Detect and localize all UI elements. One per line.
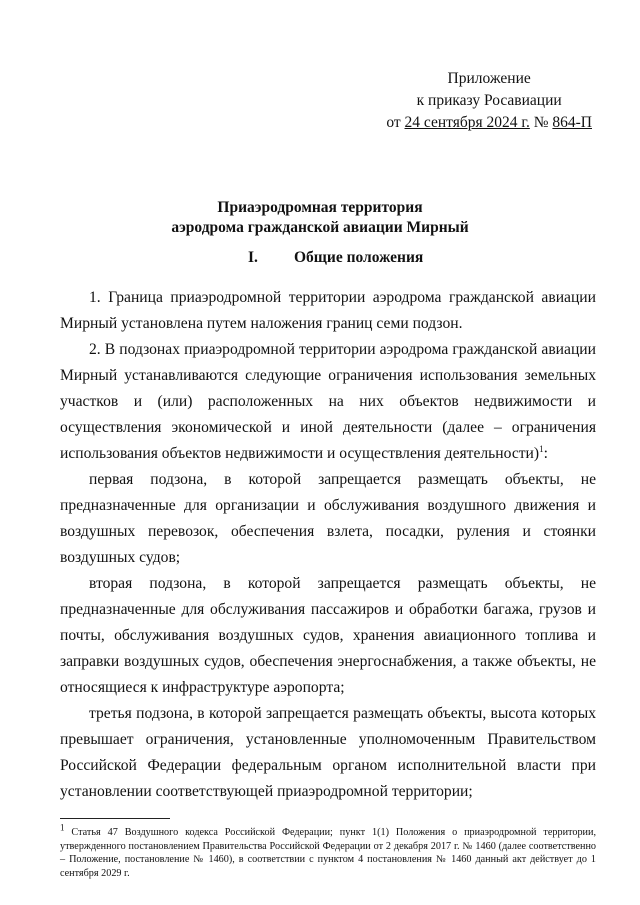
paragraph-subzone-2: вторая подзона, в которой запрещается размещать объекты, не предназначенные для обслуживания пассажиров и обработки багажа, грузов и почты, обслуживания воздушных судов, хранения авиационного топлива и заправки воздушных судов, обеспечения энергоснабжения, а также объекты, не относящиеся к инфраструктуре аэропорта; [60,575,596,696]
paragraph-1: 1. Граница приаэродромной территории аэродрома гражданской авиации Мирный установлена путем наложения границ семи подзон. [60,289,596,332]
footnote-text: Статья 47 Воздушного кодекса Российской Федерации; пункт 1(1) Положения о приаэродромной территории, утвержденного постановлением Правительства Российской Федерации от 2 декабря 2017 г. № 1460 (далее соответственно – Положение, постановление № 1460), в соответствии с пунктом 4 постановления № 1460 данный акт действует до 1 сентября 2029 г. [60,827,596,879]
number-sign: № [529,114,553,131]
order-date: 24 сентября 2024 г. [404,114,530,131]
section-name: Общие положения [294,249,424,266]
appendix-order-ref: к приказу Росавиации [416,92,562,109]
paragraph-2-text: 2. В подзонах приаэродромной территории аэродрома гражданской авиации Мирный устанавливаются следующие ограничения использования земельных участков и (или) расположенных на них объектов недвижимости и осуществления экономической и иной деятельности (далее – ограничения использования объектов недвижимости и осуществления деятельности) [60,341,596,462]
title-line-1: Приаэродромная территория [217,199,423,216]
order-number: 864-П [552,114,592,131]
appendix-label: Приложение [447,70,531,87]
footnote-reference[interactable]: 1 [539,443,544,454]
footnote-mark: 1 [60,822,65,833]
appendix-header [386,68,592,134]
section-number: I. [248,249,258,266]
document-title [60,198,580,238]
date-prefix: от [386,114,405,131]
paragraph-2 [60,337,596,467]
paragraph-subzone-3: третья подзона, в которой запрещается размещать объекты, высота которых превышает ограничения, установленные уполномоченным Правительством Российской Федерации федеральным органом исполнительной власти при установлении соответствующей приаэродромной территории; [60,705,596,800]
paragraph-2-tail: : [543,445,548,462]
footnote-separator [60,818,170,819]
document-body [60,285,596,805]
paragraph-subzone-1: первая подзона, в которой запрещается размещать объекты, не предназначенные для организации и обслуживания воздушного движения и воздушных перевозок, обеспечения взлета, посадки, руления и стоянки воздушных судов; [60,471,596,566]
appendix-date-line [386,112,592,134]
title-line-2: аэродрома гражданской авиации Мирный [171,219,469,236]
footnote [60,822,596,880]
